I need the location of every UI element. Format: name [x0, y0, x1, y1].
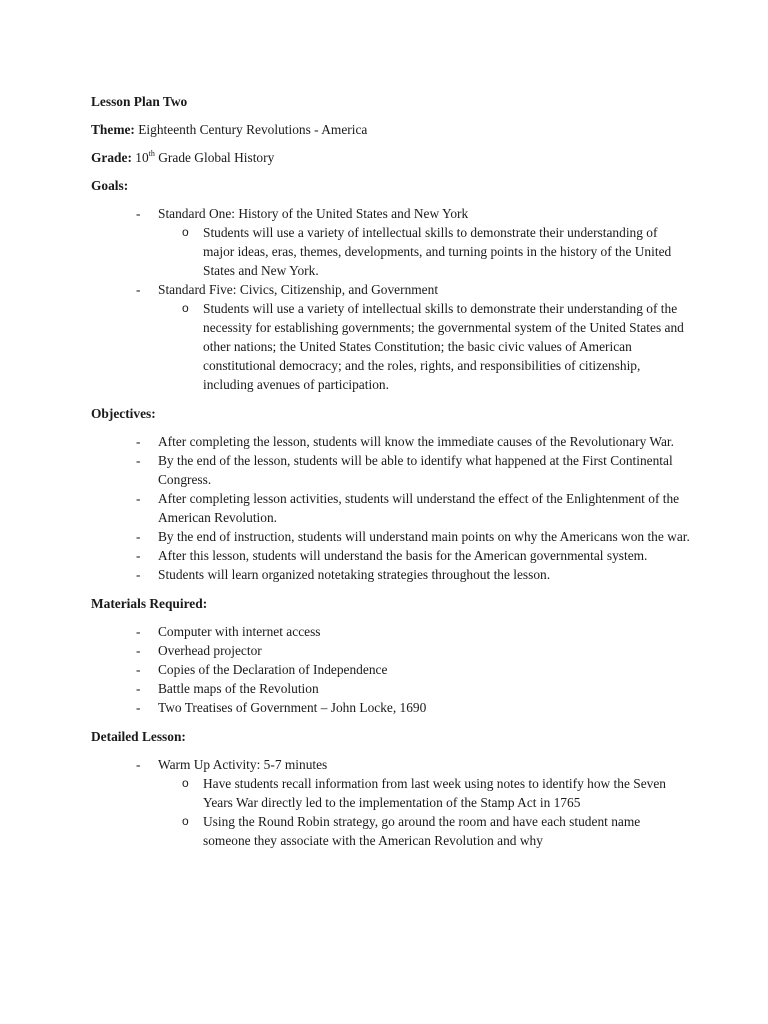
lesson-step-text: Warm Up Activity: 5-7 minutes — [158, 757, 328, 772]
material-text: Battle maps of the Revolution — [158, 681, 319, 696]
grade-suffix: th — [148, 149, 155, 158]
objective-item — [91, 527, 691, 546]
objective-item — [91, 565, 691, 584]
materials-heading: Materials Required: — [91, 596, 208, 611]
material-item — [91, 622, 691, 641]
dash-bullet: - — [136, 453, 141, 468]
objective-text: After completing lesson activities, students will understand the effect of the Enlightenment of the American Revolution. — [158, 491, 680, 525]
material-item — [91, 641, 691, 660]
theme-label: Theme: — [91, 122, 135, 137]
lesson-subitem — [158, 812, 691, 850]
objective-item — [91, 432, 691, 451]
grade-line — [91, 148, 691, 167]
objective-text: By the end of instruction, students will understand main points on why the Americans won the war. — [158, 529, 690, 544]
dash-bullet: - — [136, 206, 141, 221]
material-item — [91, 660, 691, 679]
material-text: Copies of the Declaration of Independence — [158, 662, 388, 677]
objective-text: After this lesson, students will understand the basis for the American governmental system. — [158, 548, 648, 563]
detailed-lesson-list — [91, 755, 691, 850]
circle-bullet: o — [182, 814, 189, 828]
dash-bullet: - — [136, 491, 141, 506]
lesson-subitem-text: Have students recall information from last week using notes to identify how the Seven Years War directly led to the implementation of the Stamp Act in 1765 — [203, 776, 666, 810]
material-item — [91, 698, 691, 717]
objective-text: After completing the lesson, students will know the immediate causes of the Revolutionary War. — [158, 434, 674, 449]
dash-bullet: - — [136, 700, 141, 715]
objectives-heading: Objectives: — [91, 406, 156, 421]
theme-value: Eighteenth Century Revolutions - America — [138, 122, 368, 137]
goal-subitem — [158, 299, 691, 394]
dash-bullet: - — [136, 643, 141, 658]
lesson-subitem — [158, 774, 691, 812]
dash-bullet: - — [136, 282, 141, 297]
detailed-lesson-heading: Detailed Lesson: — [91, 729, 186, 744]
lesson-step-item — [91, 755, 691, 850]
objective-text: By the end of the lesson, students will be able to identify what happened at the First Continental Congress. — [158, 453, 673, 487]
objective-item — [91, 489, 691, 527]
lesson-step-sublist — [158, 774, 691, 850]
grade-rest: Grade Global History — [158, 150, 275, 165]
goal-subitem-text: Students will use a variety of intellectual skills to demonstrate their understanding of major ideas, eras, themes, developments, and turning points in the history of the United States and New York. — [203, 225, 672, 278]
dash-bullet: - — [136, 548, 141, 563]
dash-bullet: - — [136, 624, 141, 639]
objective-item — [91, 546, 691, 565]
material-text: Two Treatises of Government – John Locke, 1690 — [158, 700, 427, 715]
goal-sublist — [158, 299, 691, 394]
dash-bullet: - — [136, 757, 141, 772]
objective-text: Students will learn organized notetaking strategies throughout the lesson. — [158, 567, 551, 582]
goal-subitem-text: Students will use a variety of intellectual skills to demonstrate their understanding of the necessity for establishing governments; the governmental system of the United States and other nations; the United States Constitution; the basic civic values of American constitutional democracy; and the roles, rights, and responsibilities of citizenship, including avenues of participation. — [203, 301, 684, 392]
theme-line — [91, 120, 691, 139]
dash-bullet: - — [136, 434, 141, 449]
materials-list — [91, 622, 691, 717]
document-page — [91, 92, 691, 859]
dash-bullet: - — [136, 529, 141, 544]
goal-subitem — [158, 223, 691, 280]
grade-label: Grade: — [91, 150, 132, 165]
circle-bullet: o — [182, 301, 189, 315]
document-title: Lesson Plan Two — [91, 94, 188, 109]
material-text: Overhead projector — [158, 643, 262, 658]
goals-list — [91, 204, 691, 394]
dash-bullet: - — [136, 681, 141, 696]
goal-item — [91, 204, 691, 280]
material-item — [91, 679, 691, 698]
goal-item — [91, 280, 691, 394]
lesson-subitem-text: Using the Round Robin strategy, go around the room and have each student name someone they associate with the American Revolution and why — [203, 814, 641, 848]
goal-text: Standard One: History of the United States and New York — [158, 206, 469, 221]
objectives-list — [91, 432, 691, 584]
circle-bullet: o — [182, 225, 189, 239]
goals-heading: Goals: — [91, 178, 129, 193]
goal-sublist — [158, 223, 691, 280]
objective-item — [91, 451, 691, 489]
material-text: Computer with internet access — [158, 624, 321, 639]
circle-bullet: o — [182, 776, 189, 790]
grade-number: 10 — [135, 150, 149, 165]
dash-bullet: - — [136, 662, 141, 677]
dash-bullet: - — [136, 567, 141, 582]
goal-text: Standard Five: Civics, Citizenship, and Government — [158, 282, 439, 297]
